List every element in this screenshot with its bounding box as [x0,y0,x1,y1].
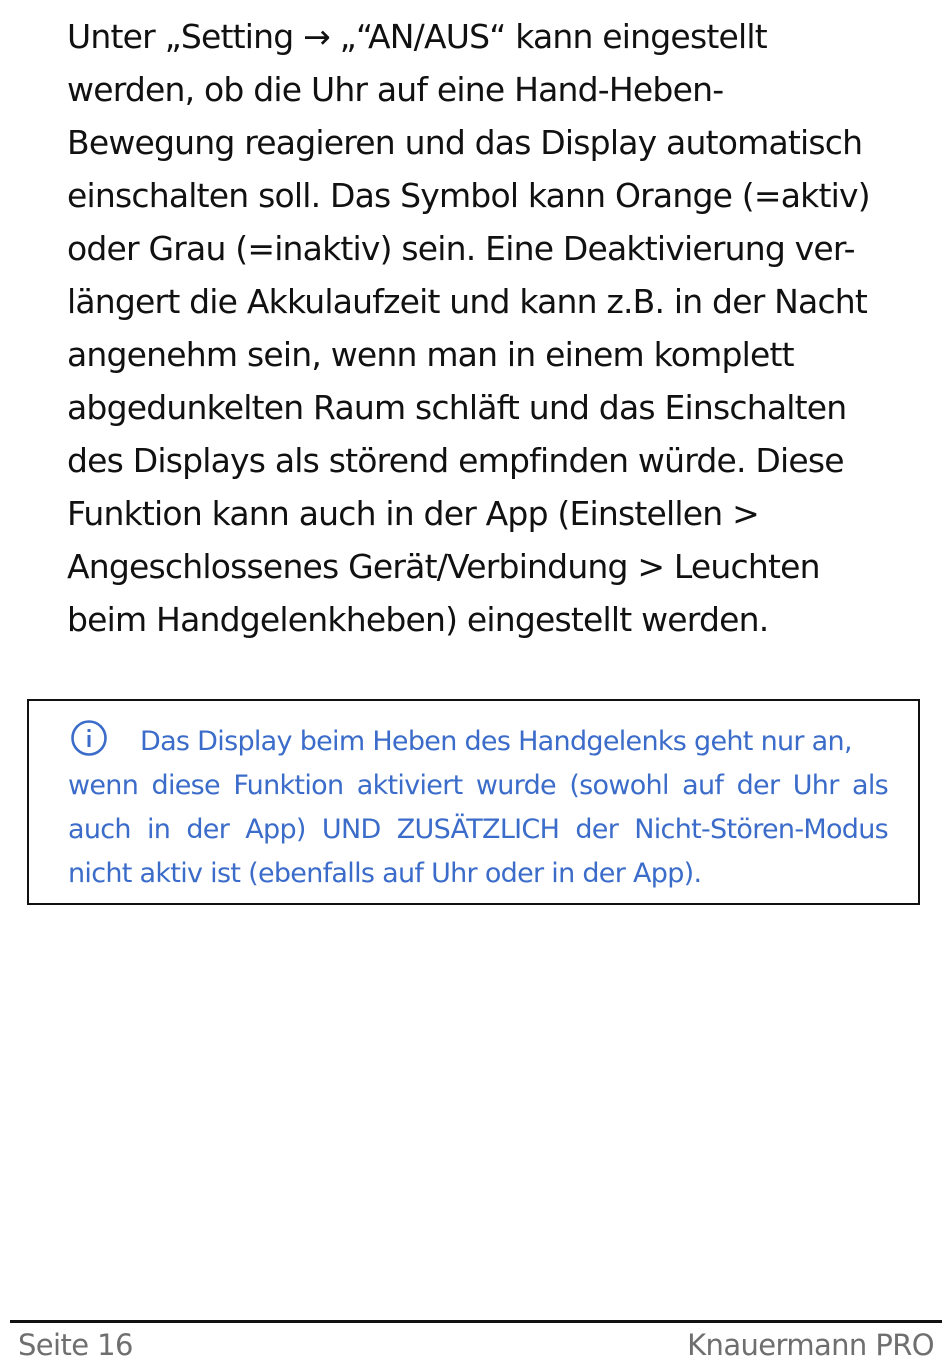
body-line: Funktion kann auch in der App (Einstellen > [67,494,759,533]
brand-name: Knauermann PRO [687,1328,934,1362]
info-box [27,699,920,905]
body-paragraph [67,10,897,646]
body-line: beim Handgelenkheben) eingestellt werden. [67,600,769,639]
info-text [68,719,888,896]
info-icon [68,719,110,757]
body-line: werden, ob die Uhr auf eine Hand-Heben- [67,70,724,109]
body-line: Angeschlossenes Gerät/Verbindung > Leuchten [67,547,820,586]
body-line: des Displays als störend empfinden würde. Diese [67,441,844,480]
info-line-text: Das Display beim Heben des Handgelenks geht nur an, [140,726,852,757]
info-line: nicht aktiv ist (ebenfalls auf Uhr oder in der App). [68,858,702,889]
info-line: wenn diese Funktion aktiviert wurde (sowohl auf der Uhr als [68,770,888,801]
body-line: Unter „Setting → „“AN/AUS“ kann eingestellt [67,17,767,56]
page-number: Seite 16 [18,1328,133,1362]
body-line: abgedunkelten Raum schläft und das Einschalten [67,388,847,427]
body-line: Bewegung reagieren und das Display automatisch [67,123,863,162]
info-line [68,719,888,764]
body-line: längert die Akkulaufzeit und kann z.B. in der Nacht [67,282,868,321]
info-line: auch in der App) UND ZUSÄTZLICH der Nicht-Stören-Modus [68,814,888,845]
footer-divider [10,1320,942,1323]
body-line: oder Grau (=inaktiv) sein. Eine Deaktivierung ver- [67,229,855,268]
body-line: einschalten soll. Das Symbol kann Orange (=aktiv) [67,176,870,215]
body-line: angenehm sein, wenn man in einem komplett [67,335,794,374]
